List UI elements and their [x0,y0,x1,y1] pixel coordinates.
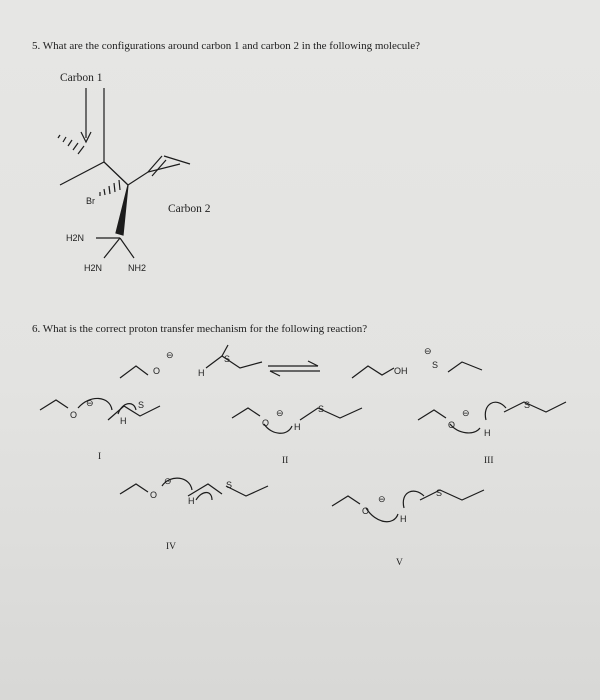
opt1-h: H [120,416,127,426]
amine-left-text: H2N [66,233,85,243]
opt3-s: S [524,400,531,410]
opt2-oxygen: O [262,418,270,428]
opt3-minus: ⊖ [462,408,470,418]
opt3-h: H [484,428,491,438]
opt5-h: H [400,514,407,524]
opt3-oxygen: O [448,420,456,430]
amine-bottom-left-label: H2N [84,263,103,273]
opt4-s: S [226,480,233,490]
opt2-h: H [294,422,301,432]
opt4-minus: ⊖ [164,476,172,486]
option-ii-label: II [282,456,289,466]
carbon-2-label: Carbon 2 [168,203,211,215]
carbon-1-label: Carbon 1 [60,72,103,84]
question-6-text: 6. What is the correct proton transfer mechanism for the following reaction? [32,323,368,335]
opt2-s: S [318,404,325,414]
opt4-h: H [188,496,195,506]
product-thiolate-s: S [432,360,439,370]
opt5-oxygen: O [362,506,370,516]
option-v-label: V [396,558,403,568]
opt1-oxygen: O [70,410,78,420]
question-5-text: 5. What are the configurations around carbon 1 and carbon 2 in the following molecule? [32,40,421,52]
opt5-minus: ⊖ [378,494,386,504]
opt2-minus: ⊖ [276,408,284,418]
opt5-s: S [436,488,443,498]
option-i-label: I [98,452,102,462]
bromine-label: Br [86,196,95,206]
amine-bottom-right-label: NH2 [128,263,147,273]
product-alcohol: OH [394,366,408,376]
opt1-s: S [138,400,145,410]
reactant-alkoxide-oxygen: O [153,366,161,376]
opt1-minus: ⊖ [86,398,94,408]
product-thiolate-minus: ⊖ [424,346,432,356]
reactant-thiol-h: H [198,368,205,378]
option-iii-label: III [484,456,494,466]
reactant-alkoxide-minus: ⊖ [166,350,174,360]
reactant-thiol-s: S [224,354,231,364]
option-iv-label: IV [166,542,177,552]
opt4-oxygen: O [150,490,158,500]
